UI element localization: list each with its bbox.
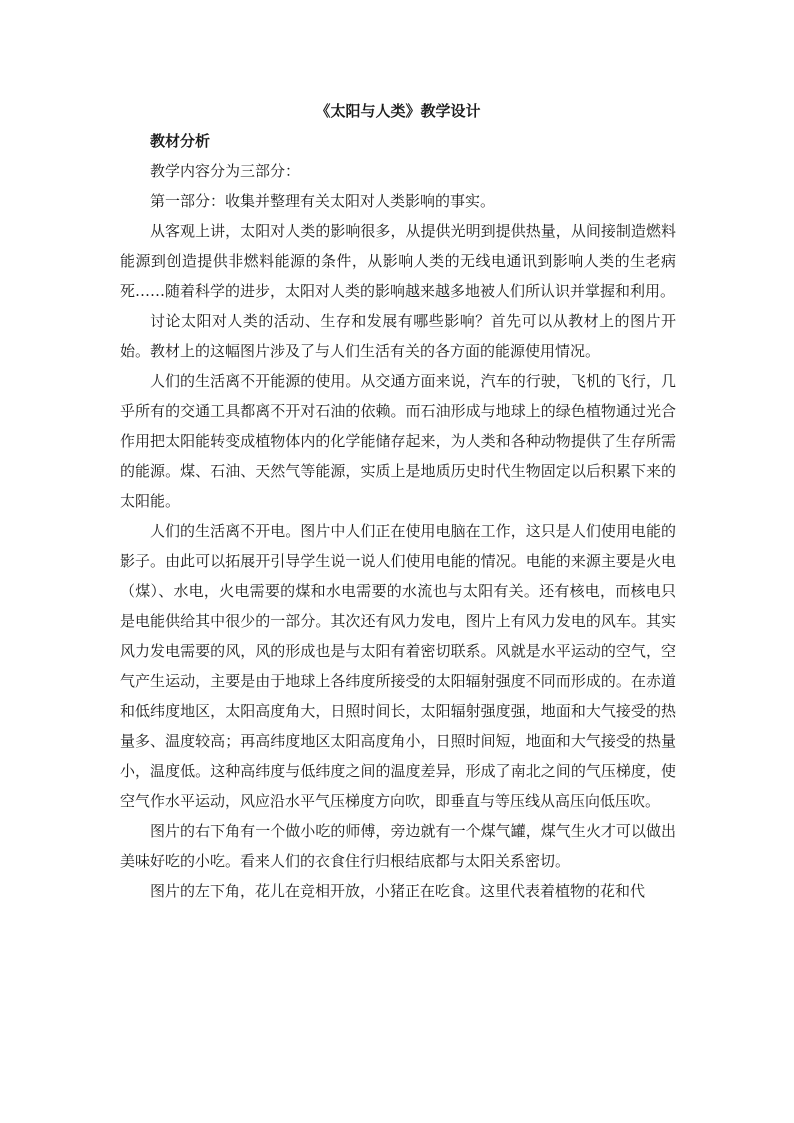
paragraph: 人们的生活离不开电。图片中人们正在使用电脑在工作，这只是人们使用电能的影子。由此可以拓展开引导学生说一说人们使用电能的情况。电能的来源主要是火电（煤）、水电，火电需要的煤和水电需要的水流也与太阳有关。还有核电，而核电只是电能供给其中很少的一部分。其次还有风力发电，图片上有风力发电的风车。其实风力发电需要的风，风的形成也是与太阳有着密切联系。风就是水平运动的空气，空气产生运动，主要是由于地球上各纬度所接受的太阳辐射强度不同而形成的。在赤道和低纬度地区，太阳高度角大，日照时间长，太阳辐射强度强，地面和大气接受的热量多、温度较高；再高纬度地区太阳高度角小，日照时间短，地面和大气接受的热量小，温度低。这种高纬度与低纬度之间的温度差异，形成了南北之间的气压梯度，使空气作水平运动，风应沿水平气压梯度方向吹，即垂直与等压线从高压向低压吹。 [120, 522, 676, 810]
paragraph: 人们的生活离不开能源的使用。从交通方面来说，汽车的行驶，飞机的飞行，几乎所有的交通工具都离不开对石油的依赖。而石油形成与地球上的绿色植物通过光合作用把太阳能转变成植物体内的化学能储存起来，为人类和各种动物提供了生存所需的能源。煤、石油、天然气等能源，实质上是地质历史时代生物固定以后积累下来的太阳能。 [120, 372, 676, 510]
paragraph: 图片的右下角有一个做小吃的师傅，旁边就有一个煤气罐，煤气生火才可以做出美味好吃的小吃。看来人们的衣食住行归根结底都与太阳关系密切。 [120, 822, 676, 870]
paragraph: 教学内容分为三部分： [150, 162, 301, 180]
paragraph: 从客观上讲，太阳对人类的影响很多，从提供光明到提供热量，从间接制造燃料能源到创造提供非燃料能源的条件，从影响人类的无线电通讯到影响人类的生老病死……随着科学的进步，太阳对人类的影响越来越多地被人们所认识并掌握和利用。 [120, 222, 676, 300]
section-heading: 教材分析 [150, 132, 211, 150]
paragraph: 第一部分：收集并整理有关太阳对人类影响的事实。 [150, 192, 496, 210]
paragraph: 图片的左下角，花儿在竞相开放，小猪正在吃食。这里代表着植物的花和代 [150, 882, 646, 900]
paragraph: 讨论太阳对人类的活动、生存和发展有哪些影响？首先可以从教材上的图片开始。教材上的这幅图片涉及了与人们生活有关的各方面的能源使用情况。 [120, 312, 676, 360]
document-title: 《太阳与人类》教学设计 [315, 102, 481, 120]
document-page [120, 96, 676, 906]
